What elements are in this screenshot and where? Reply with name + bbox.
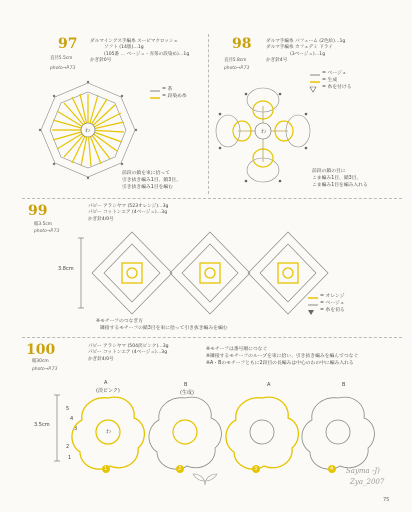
- flower-motifs-diagram-100: [70, 392, 370, 474]
- materials: パピー アラシヤマ (523オレンジ)…3g パピー コットンエア (4ベージュ)…3g かぎ針4/0号: [88, 204, 169, 222]
- pattern-number: 100: [26, 342, 56, 358]
- motif-chain-diagram-99: [90, 230, 330, 316]
- size-label: 直径5.8cm: [224, 58, 247, 63]
- separator-98-99: [22, 198, 402, 199]
- size-label: 直径5.5cm: [50, 56, 73, 61]
- center-ring-label: わ: [85, 128, 91, 134]
- dimension-line-99: [78, 238, 84, 308]
- joining-note-99: ※モチーフのつなぎ方 隣接するモチーフの鎖3目を束に拾って引き抜き編みを編む: [96, 319, 228, 331]
- stitch-note-97: 前段の鎖を束に拾って 引き抜き編み1目、鎖3目、 引き抜き編み1目を編む: [122, 171, 181, 190]
- row-mark: 5: [66, 406, 70, 412]
- row-mark: 2: [66, 444, 70, 450]
- separator-99-100: [22, 337, 402, 338]
- row-mark: 4: [70, 416, 74, 422]
- legend-swatches-99: [308, 295, 320, 317]
- row-mark: 3: [74, 426, 78, 432]
- motif-number-2: 2: [178, 466, 182, 472]
- photo-ref: photo→P.73: [34, 229, 60, 234]
- motif-label-b-color: (生成): [180, 390, 194, 396]
- photo-ref: photo→P.73: [50, 66, 76, 71]
- pattern-number: 98: [232, 36, 252, 52]
- vertical-separator: [208, 34, 209, 194]
- motif-label-b: B: [184, 382, 188, 388]
- stitch-note-98: 前段の鎖の目に こま編み1目、鎖3目、 こま編み1目を編み入れる: [312, 169, 368, 188]
- size-label: 幅30cm: [32, 359, 49, 364]
- legend-98: = ベージュ = 生成 = 糸を付ける: [322, 71, 352, 90]
- motif-label-a2: A: [267, 382, 271, 388]
- page-number: 75: [383, 497, 390, 503]
- signature-line-2: Zya_2007: [350, 478, 385, 486]
- joining-notes-100: ※モチーフは番号順につなぐ ※隣接するモチーフのループを束に拾い、引き抜き編みを編んでつなぐ ※A・Bのモチーフともに2段目の長編みは中心のわの中に編み入れる: [206, 347, 359, 366]
- motif-label-a: A: [104, 380, 108, 386]
- pattern-number: 99: [28, 203, 48, 219]
- legend-99: = オレンジ = ベージュ = 糸を切る: [320, 294, 345, 313]
- photo-ref: photo→P.73: [224, 66, 250, 71]
- sprout-decoration: [190, 470, 220, 486]
- center-ring-label: わ: [261, 129, 267, 135]
- pattern-number: 97: [58, 36, 78, 52]
- height-dimension: 3.5cm: [34, 422, 50, 428]
- photo-ref: photo→P.73: [32, 367, 58, 372]
- motif-diagram-98: [218, 86, 308, 186]
- center-ring-label: わ: [106, 429, 112, 435]
- height-dimension: 3.8cm: [58, 266, 74, 272]
- materials: ダルマイングス手編糸 スーピマクロッシェ ソフト (14版)…1g (105番 … ベージュ・赤茶の段染め)…1g かぎ針0号: [90, 39, 190, 64]
- row-mark: 1: [68, 455, 72, 461]
- materials: ダルマ手編糸 パフューム (2色絵)…1g ダルマ手編糸 カフェデミ ドライ (3ベージュ)…1g かぎ針4号: [266, 39, 346, 64]
- motif-label-b2: B: [342, 382, 346, 388]
- dimension-line-100: [54, 395, 60, 461]
- legend-swatches-98: [310, 72, 322, 94]
- motif-number-3: 3: [254, 466, 258, 472]
- motif-label-a-color: (淡ピンク): [96, 388, 120, 394]
- motif-number-1: 1: [104, 466, 108, 472]
- materials: パピー アラシヤマ (504淡ピンク)…3g パピー コットンエア (4ベージュ)…3g かぎ針4/0号: [88, 344, 169, 362]
- motif-number-4: 4: [330, 466, 334, 472]
- size-label: 幅3.5cm: [34, 222, 53, 227]
- signature-line-1: Sayma -J): [346, 467, 380, 475]
- legend-97: = 茶 = 段染め糸: [162, 87, 187, 99]
- legend-swatches-97: [150, 88, 162, 102]
